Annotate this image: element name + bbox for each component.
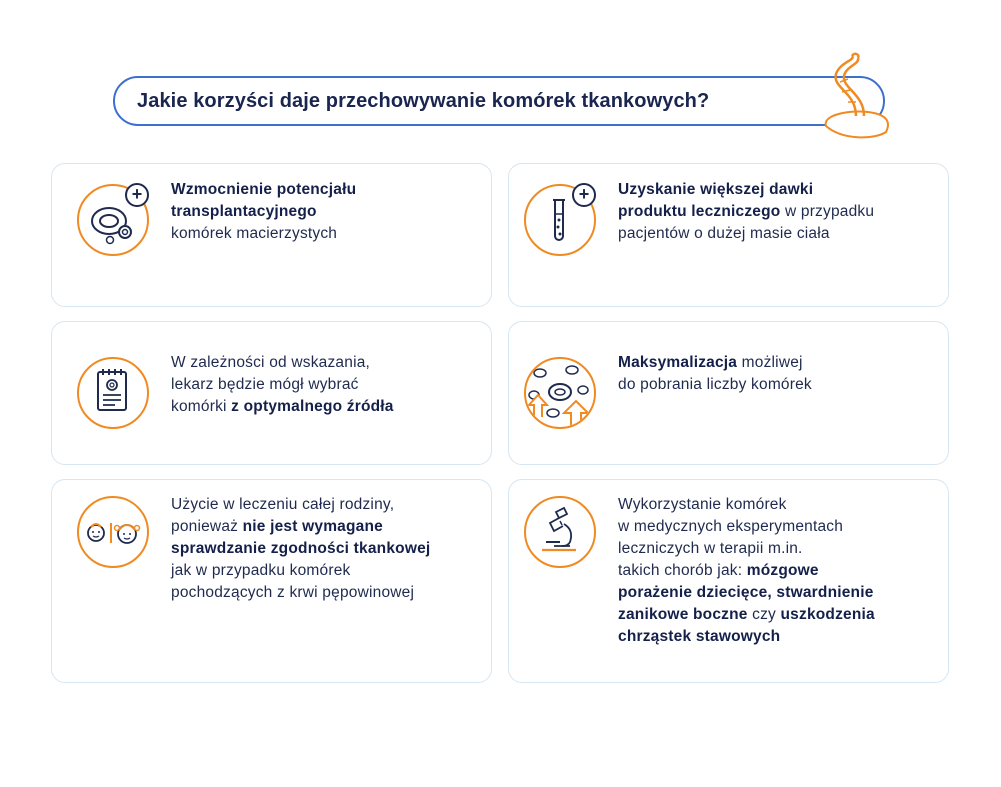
text-span: leczniczych w terapii m.in. [618,540,803,557]
text-span: komórki [171,398,232,415]
text-line [618,374,812,396]
text-line [618,604,875,626]
text-span: w przypadku [780,203,875,220]
card-text [171,352,394,418]
plus-icon: + [572,183,596,207]
card-text [618,494,875,648]
bold-text: Uzyskanie większej dawki [618,181,814,198]
text-span: do pobrania liczby komórek [618,376,812,393]
card-text [618,179,874,245]
text-span: ponieważ [171,518,243,535]
text-line [618,626,875,648]
bold-text: z optymalnego źródła [231,398,394,415]
card-text [171,179,356,245]
bold-text: porażenie dziecięce, stwardnienie [618,584,874,601]
bold-text: sprawdzanie zgodności tkankowej [171,540,431,557]
text-line [171,582,430,604]
text-line [171,374,394,396]
text-line [618,560,875,582]
stem-cells-plus-icon [77,184,149,256]
bold-text: chrząstek stawowych [618,628,781,645]
text-line [171,494,430,516]
umbilical-cord-icon [812,52,894,144]
bold-text: transplantacyjnego [171,203,317,220]
text-span: możliwej [737,354,803,371]
page-title: Jakie korzyści daje przechowywanie komórek tkankowych? [137,89,710,112]
text-line [171,223,356,245]
text-line [618,201,874,223]
text-line [171,396,394,418]
cells-arrows-up-icon [524,357,596,429]
card-text [171,494,430,604]
bold-text: Maksymalizacja [618,354,738,371]
text-span: Wykorzystanie komórek [618,496,787,513]
card-text [618,352,812,396]
family-faces-icon [77,496,149,568]
test-tube-plus-icon [524,184,596,256]
text-line [618,223,874,245]
text-line [171,179,356,201]
medical-document-icon [77,357,149,429]
title-banner [113,76,885,126]
bold-text: Wzmocnienie potencjału [171,181,357,198]
text-line [618,582,875,604]
text-line [171,352,394,374]
bold-text: mózgowe [746,562,819,579]
microscope-icon [524,496,596,568]
text-span: pacjentów o dużej masie ciała [618,225,830,242]
text-line [618,352,812,374]
plus-icon: + [125,183,149,207]
bold-text: zanikowe boczne [618,606,748,623]
bold-text: produktu leczniczego [618,203,781,220]
text-span: w medycznych eksperymentach [618,518,844,535]
text-line [171,538,430,560]
text-span: jak w przypadku komórek [171,562,351,579]
text-line [171,516,430,538]
text-span: komórek macierzystych [171,225,338,242]
text-line [618,516,875,538]
text-span: W zależności od wskazania, [171,354,371,371]
text-line [171,560,430,582]
text-span: pochodzących z krwi pępowinowej [171,584,415,601]
bold-text: nie jest wymagane [242,518,383,535]
text-span: czy [747,606,781,623]
bold-text: uszkodzenia [780,606,875,623]
text-span: Użycie w leczeniu całej rodziny, [171,496,395,513]
text-span: takich chorób jak: [618,562,747,579]
text-span: lekarz będzie mógł wybrać [171,376,359,393]
text-line [618,494,875,516]
text-line [171,201,356,223]
text-line [618,538,875,560]
text-line [618,179,874,201]
